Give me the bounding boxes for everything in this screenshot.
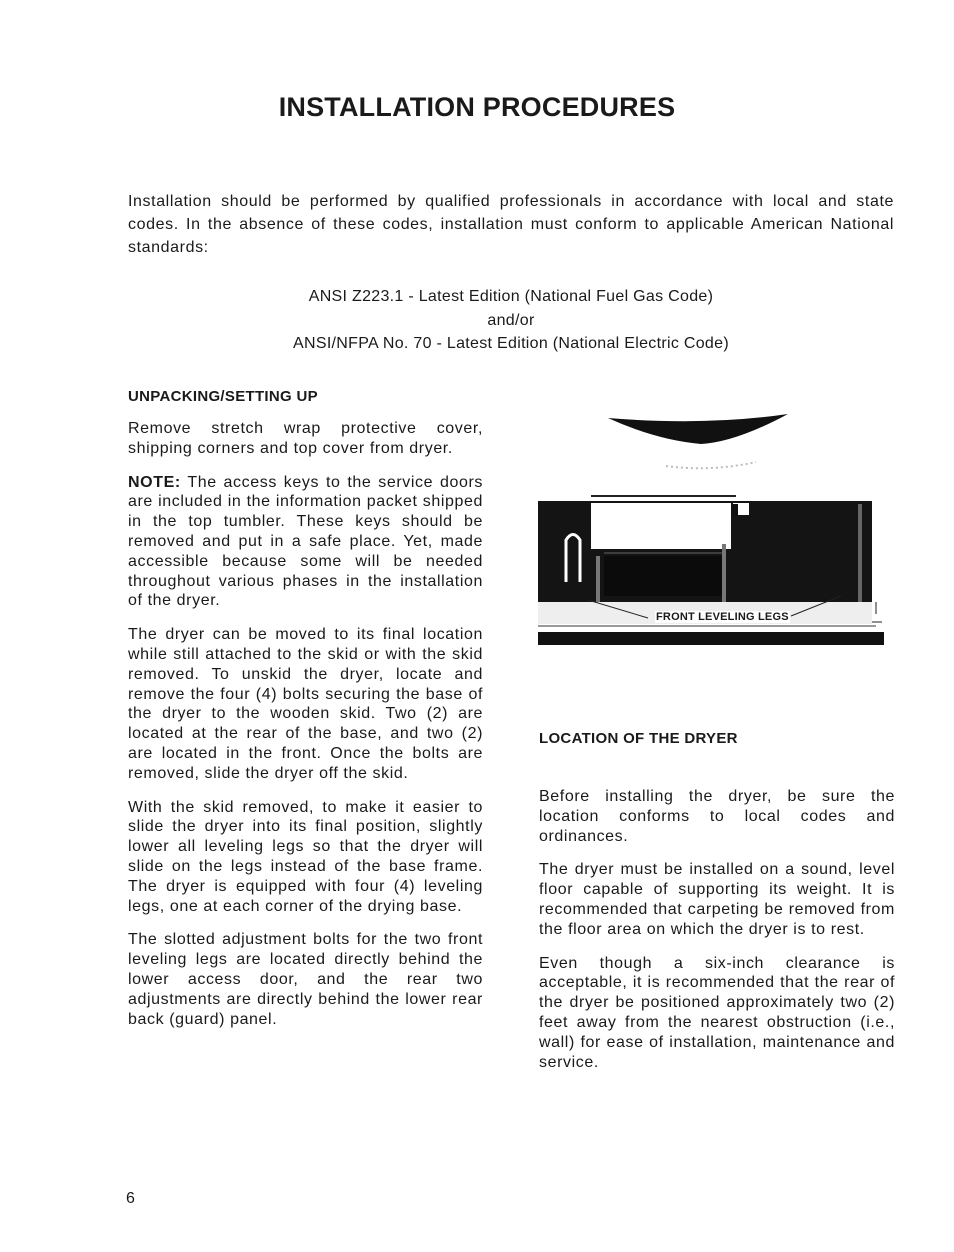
unpacking-paragraph-4: With the skid removed, to make it easier to slide the dryer into its final position, slightly lower all leveling legs so that the dryer will slide on the legs instead of the base frame. The dryer is equipped with four (4) leveling legs, one at each corner of the drying base. [128,798,483,915]
unpacking-paragraph-3: The dryer can be moved to its final location while still attached to the skid or with the skid removed. To unskid the dryer, locate and remove the four (4) bolts securing the base of the dryer to the wooden skid. Two (2) are located at the rear of the base, and two (2) are located in the front. Once the bolts are removed, slide the dryer off the skid. [128,626,483,782]
note-text: The access keys to the service doors are included in the information packet shipped in the top tumbler. These keys should be removed and put in a safe place. Yet, made accessible because some will be needed throughout various phases in the installation of the dryer. [128,473,483,610]
figure-caption: FRONT LEVELING LEGS [656,611,789,623]
location-heading: LOCATION OF THE DRYER [539,730,738,747]
standards-list [128,285,894,356]
standard-conjunction: and/or [487,311,535,329]
unpacking-paragraph-1: Remove stretch wrap protective cover, shipping corners and top cover from dryer. [128,420,483,457]
unpacking-section [128,388,483,1043]
intro-paragraph: Installation should be performed by qualified professionals in accordance with local and state codes. In the absence of these codes, installation must conform to applicable American National standards: [128,193,894,256]
note-paragraph [128,473,483,612]
standard-gas-code: ANSI Z223.1 - Latest Edition (National Fuel Gas Code) [308,288,714,305]
location-paragraph-1: Before installing the dryer, be sure the location conforms to local codes and ordinances. [539,788,895,845]
standard-electric-code: ANSI/NFPA No. 70 - Latest Edition (National Electric Code) [293,335,729,352]
page-number: 6 [126,1190,135,1207]
page-title: INSTALLATION PROCEDURES [278,92,676,122]
location-paragraph-3: Even though a six-inch clearance is acceptable, it is recommended that the rear of the dryer be positioned approximately two (2) feet away from the nearest obstruction (i.e., wall) for ease of installation, maintenance and service. [539,954,895,1071]
location-paragraph-2: The dryer must be installed on a sound, level floor capable of supporting its weight. It is recommended that carpeting be removed from the floor area on which the dryer is to rest. [539,861,895,938]
note-label: NOTE: [128,473,181,491]
location-section [539,730,895,1086]
unpacking-heading: UNPACKING/SETTING UP [128,388,318,405]
unpacking-paragraph-5: The slotted adjustment bolts for the two front leveling legs are located directly behind the lower access door, and the rear two adjustments are directly behind the lower rear back (guard) panel. [128,931,483,1028]
